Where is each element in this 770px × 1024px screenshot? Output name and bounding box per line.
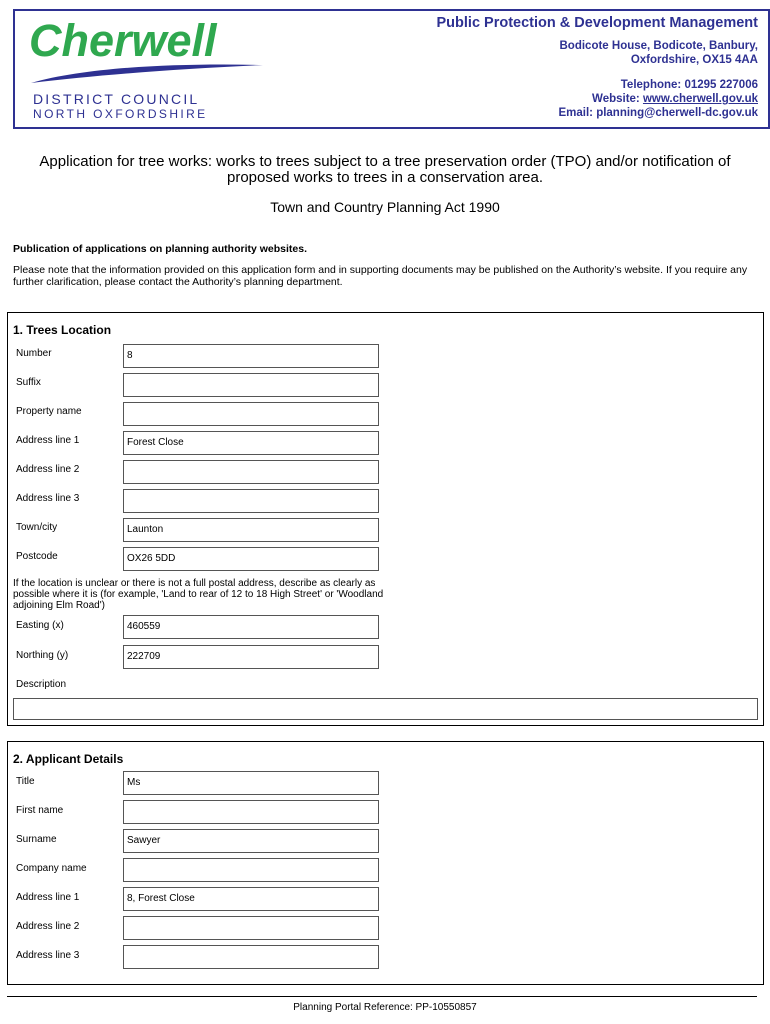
label-address-line-2: Address line 2 xyxy=(16,464,80,475)
property-name-field[interactable] xyxy=(123,402,379,426)
label-postcode: Postcode xyxy=(16,551,58,562)
label-description: Description xyxy=(16,679,67,690)
footer-divider xyxy=(7,996,757,997)
letterhead xyxy=(13,9,770,129)
section-title: 2. Applicant Details xyxy=(13,752,124,766)
label-suffix: Suffix xyxy=(16,377,41,388)
label-property-name: Property name xyxy=(16,406,82,417)
label-northing: Northing (y) xyxy=(16,650,69,661)
section-trees-location xyxy=(7,312,764,726)
number-field[interactable]: 8 xyxy=(123,344,379,368)
publication-note: Please note that the information provided on this application form and in supporting documents may be published on the Authority’s website. If you require any further clarification, please contact the Authority’s planning department. xyxy=(13,264,748,288)
act-title: Town and Country Planning Act 1990 xyxy=(270,199,500,215)
applicant-address-line-1-field[interactable]: 8, Forest Close xyxy=(123,887,379,911)
address-line-2: Oxfordshire, OX15 4AA xyxy=(630,54,758,66)
label-easting: Easting (x) xyxy=(16,620,64,631)
website-link[interactable]: www.cherwell.gov.uk xyxy=(642,93,758,105)
title-field[interactable]: Ms xyxy=(123,771,379,795)
logo-north-oxfordshire: NORTH OXFORDSHIRE xyxy=(33,107,208,121)
northing-field[interactable]: 222709 xyxy=(123,645,379,669)
label-company-name: Company name xyxy=(16,863,87,874)
label-address-line-2: Address line 2 xyxy=(16,921,80,932)
website-row xyxy=(437,92,758,106)
suffix-field[interactable] xyxy=(123,373,379,397)
label-address-line-3: Address line 3 xyxy=(16,950,80,961)
description-field[interactable] xyxy=(13,698,758,720)
label-title: Title xyxy=(16,776,35,787)
postcode-field[interactable]: OX26 5DD xyxy=(123,547,379,571)
location-note: If the location is unclear or there is not a full postal address, describe as clearly as possible where it is (for example, 'Land to rear of 12 to 18 High Street' or 'Woodland adjoining Elm Road') xyxy=(13,578,384,611)
label-town-city: Town/city xyxy=(16,522,58,533)
label-number: Number xyxy=(16,348,52,359)
applicant-address-line-3-field[interactable] xyxy=(123,945,379,969)
address-line-3-field[interactable] xyxy=(123,489,379,513)
easting-field[interactable]: 460559 xyxy=(123,615,379,639)
label-address-line-3: Address line 3 xyxy=(16,493,80,504)
address-line-2-field[interactable] xyxy=(123,460,379,484)
section-title: 1. Trees Location xyxy=(13,323,112,337)
org-contact-block xyxy=(437,15,758,120)
first-name-field[interactable] xyxy=(123,800,379,824)
town-city-field[interactable]: Launton xyxy=(123,518,379,542)
address-line-1: Bodicote House, Bodicote, Banbury, xyxy=(559,40,758,52)
cherwell-logo-wordmark: Cherwell xyxy=(29,15,217,66)
label-surname: Surname xyxy=(16,834,57,845)
label-address-line-1: Address line 1 xyxy=(16,892,80,903)
address-line-1-field[interactable]: Forest Close xyxy=(123,431,379,455)
department-name: Public Protection & Development Management xyxy=(436,15,758,31)
section-applicant-details xyxy=(7,741,764,985)
website-label: Website: xyxy=(592,93,643,105)
email: Email: planning@cherwell-dc.gov.uk xyxy=(558,107,758,119)
surname-field[interactable]: Sawyer xyxy=(123,829,379,853)
label-first-name: First name xyxy=(16,805,64,816)
portal-reference: Planning Portal Reference: PP-10550857 xyxy=(293,1002,477,1013)
company-name-field[interactable] xyxy=(123,858,379,882)
form-title: Application for tree works: works to trees subject to a tree preservation order (TPO) and/or notification of proposed works to trees in a conservation area. xyxy=(39,153,731,186)
telephone: Telephone: 01295 227006 xyxy=(620,79,758,91)
publication-heading: Publication of applications on planning authority websites. xyxy=(13,243,308,255)
logo-district-council: DISTRICT COUNCIL xyxy=(33,91,200,107)
label-address-line-1: Address line 1 xyxy=(16,435,80,446)
logo-swoosh-icon xyxy=(27,61,267,85)
applicant-address-line-2-field[interactable] xyxy=(123,916,379,940)
